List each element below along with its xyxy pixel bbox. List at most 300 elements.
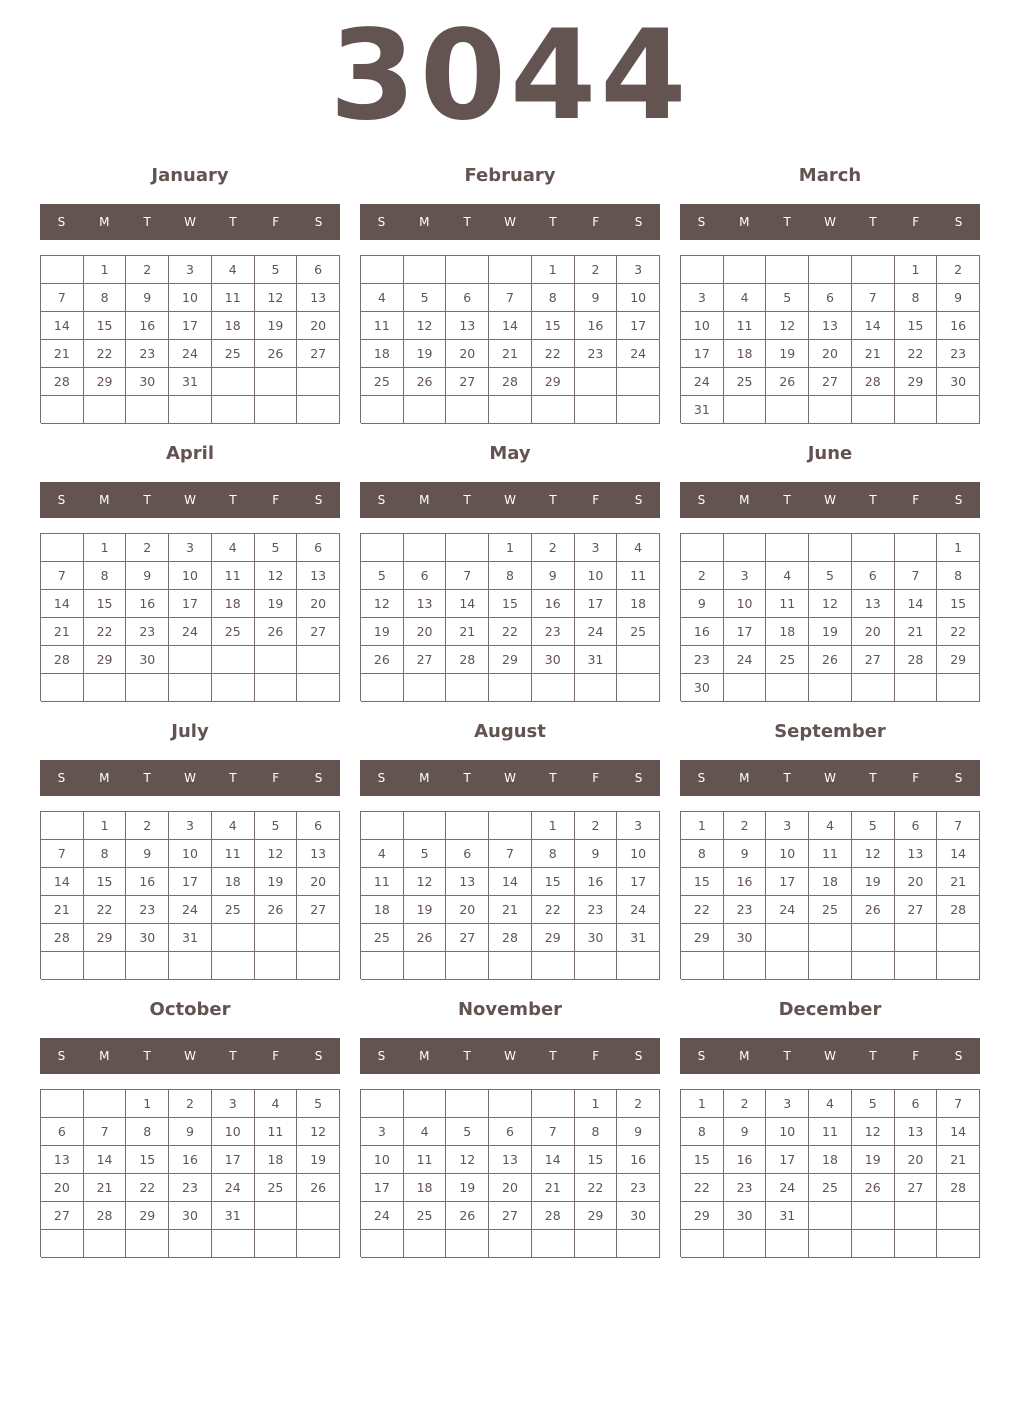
day-cell: 5 — [255, 256, 298, 284]
day-cell: 11 — [809, 1118, 852, 1146]
empty-cell — [852, 924, 895, 952]
day-cell: 12 — [297, 1118, 340, 1146]
weekday-label: W — [504, 1049, 516, 1063]
weekday-label: T — [463, 1049, 471, 1063]
day-cell: 28 — [852, 368, 895, 396]
day-cell: 14 — [41, 868, 84, 896]
empty-cell — [575, 1230, 618, 1258]
day-cell: 19 — [852, 1146, 895, 1174]
empty-cell — [617, 1230, 660, 1258]
day-cell: 21 — [489, 340, 532, 368]
month-october — [40, 994, 340, 1264]
day-cell: 14 — [41, 312, 84, 340]
day-cell: 31 — [617, 924, 660, 952]
day-cell: 15 — [84, 868, 127, 896]
day-cell: 10 — [361, 1146, 404, 1174]
empty-cell — [766, 1230, 809, 1258]
day-cell: 23 — [617, 1174, 660, 1202]
month-title: January — [151, 165, 229, 186]
day-cell: 5 — [446, 1118, 489, 1146]
weekday-header — [40, 760, 340, 796]
day-cell: 3 — [575, 534, 618, 562]
day-cell: 10 — [724, 590, 767, 618]
weekday-header — [40, 204, 340, 240]
weekday-label: S — [57, 771, 66, 785]
day-cell: 1 — [489, 534, 532, 562]
weekday-label: T — [549, 1049, 557, 1063]
day-cell: 10 — [169, 562, 212, 590]
day-cell: 8 — [84, 284, 127, 312]
empty-cell — [895, 674, 938, 702]
month-june — [680, 438, 980, 708]
day-cell: 4 — [361, 284, 404, 312]
day-cell: 1 — [532, 256, 575, 284]
day-cell: 6 — [297, 812, 340, 840]
day-cell: 31 — [681, 396, 724, 424]
empty-cell — [212, 1230, 255, 1258]
empty-cell — [489, 812, 532, 840]
day-cell: 18 — [809, 1146, 852, 1174]
day-cell: 8 — [681, 840, 724, 868]
day-grid — [360, 1089, 660, 1257]
day-cell: 10 — [617, 284, 660, 312]
day-cell: 22 — [532, 896, 575, 924]
day-cell: 3 — [766, 812, 809, 840]
weekday-label: T — [143, 493, 151, 507]
day-cell: 6 — [852, 562, 895, 590]
empty-cell — [126, 396, 169, 424]
month-title: July — [171, 721, 209, 742]
day-cell: 24 — [617, 340, 660, 368]
day-cell: 26 — [404, 924, 447, 952]
day-cell: 24 — [766, 1174, 809, 1202]
month-december — [680, 994, 980, 1264]
day-cell: 10 — [766, 1118, 809, 1146]
empty-cell — [766, 952, 809, 980]
weekday-label: T — [463, 493, 471, 507]
day-cell: 22 — [489, 618, 532, 646]
day-cell: 23 — [681, 646, 724, 674]
day-cell: 22 — [681, 896, 724, 924]
day-cell: 21 — [446, 618, 489, 646]
day-cell: 20 — [446, 340, 489, 368]
day-cell: 19 — [361, 618, 404, 646]
day-cell: 20 — [297, 312, 340, 340]
day-cell: 19 — [255, 312, 298, 340]
empty-cell — [489, 256, 532, 284]
day-cell: 18 — [255, 1146, 298, 1174]
day-cell: 9 — [169, 1118, 212, 1146]
empty-cell — [404, 256, 447, 284]
day-cell: 19 — [766, 340, 809, 368]
weekday-label: S — [697, 771, 706, 785]
day-cell: 13 — [852, 590, 895, 618]
empty-cell — [361, 952, 404, 980]
day-cell: 20 — [41, 1174, 84, 1202]
day-cell: 14 — [532, 1146, 575, 1174]
day-cell: 19 — [852, 868, 895, 896]
day-cell: 19 — [446, 1174, 489, 1202]
day-cell: 12 — [766, 312, 809, 340]
day-cell: 25 — [255, 1174, 298, 1202]
empty-cell — [255, 952, 298, 980]
weekday-label: M — [419, 215, 430, 229]
day-cell: 25 — [212, 340, 255, 368]
empty-cell — [41, 812, 84, 840]
day-cell: 25 — [617, 618, 660, 646]
empty-cell — [255, 674, 298, 702]
day-cell: 11 — [255, 1118, 298, 1146]
weekday-label: T — [783, 771, 791, 785]
day-grid — [40, 255, 340, 423]
day-cell: 7 — [446, 562, 489, 590]
day-grid — [40, 533, 340, 701]
day-cell: 19 — [404, 896, 447, 924]
empty-cell — [895, 1230, 938, 1258]
day-cell: 16 — [126, 312, 169, 340]
weekday-label: S — [57, 215, 66, 229]
empty-cell — [809, 1202, 852, 1230]
day-cell: 4 — [361, 840, 404, 868]
empty-cell — [766, 396, 809, 424]
day-cell: 10 — [766, 840, 809, 868]
weekday-label: T — [463, 771, 471, 785]
day-cell: 12 — [361, 590, 404, 618]
weekday-label: T — [783, 215, 791, 229]
day-cell: 29 — [895, 368, 938, 396]
day-cell: 7 — [532, 1118, 575, 1146]
empty-cell — [575, 952, 618, 980]
empty-cell — [84, 1230, 127, 1258]
day-cell: 15 — [84, 312, 127, 340]
weekday-label: T — [143, 771, 151, 785]
day-cell: 12 — [255, 840, 298, 868]
weekday-label: S — [634, 771, 643, 785]
weekday-label: T — [549, 771, 557, 785]
day-cell: 23 — [126, 896, 169, 924]
empty-cell — [404, 812, 447, 840]
empty-cell — [446, 952, 489, 980]
day-cell: 5 — [404, 284, 447, 312]
empty-cell — [446, 256, 489, 284]
weekday-label: T — [783, 1049, 791, 1063]
empty-cell — [41, 952, 84, 980]
day-cell: 15 — [532, 312, 575, 340]
day-cell: 5 — [852, 812, 895, 840]
empty-cell — [297, 924, 340, 952]
day-cell: 12 — [852, 1118, 895, 1146]
empty-cell — [361, 1230, 404, 1258]
day-cell: 29 — [937, 646, 980, 674]
day-cell: 7 — [489, 284, 532, 312]
weekday-label: F — [912, 215, 920, 229]
day-cell: 9 — [681, 590, 724, 618]
day-cell: 24 — [361, 1202, 404, 1230]
day-cell: 24 — [169, 340, 212, 368]
day-cell: 9 — [126, 840, 169, 868]
weekday-label: S — [377, 215, 386, 229]
weekday-label: W — [184, 493, 196, 507]
day-cell: 25 — [361, 924, 404, 952]
day-cell: 16 — [724, 868, 767, 896]
month-title: April — [165, 443, 215, 464]
day-cell: 9 — [724, 840, 767, 868]
empty-cell — [41, 1230, 84, 1258]
empty-cell — [212, 646, 255, 674]
day-cell: 21 — [489, 896, 532, 924]
weekday-label: S — [634, 1049, 643, 1063]
day-cell: 16 — [681, 618, 724, 646]
empty-cell — [404, 1230, 447, 1258]
day-cell: 30 — [126, 924, 169, 952]
empty-cell — [766, 674, 809, 702]
day-cell: 27 — [446, 368, 489, 396]
weekday-label: F — [592, 493, 600, 507]
day-cell: 8 — [84, 840, 127, 868]
day-cell: 25 — [212, 896, 255, 924]
day-cell: 29 — [489, 646, 532, 674]
day-cell: 19 — [297, 1146, 340, 1174]
day-cell: 10 — [681, 312, 724, 340]
empty-cell — [169, 952, 212, 980]
weekday-label: M — [739, 493, 750, 507]
day-cell: 22 — [84, 340, 127, 368]
weekday-header — [360, 204, 660, 240]
day-cell: 28 — [41, 368, 84, 396]
day-cell: 20 — [895, 1146, 938, 1174]
day-cell: 3 — [361, 1118, 404, 1146]
day-cell: 22 — [532, 340, 575, 368]
empty-cell — [937, 952, 980, 980]
weekday-label: S — [314, 215, 323, 229]
day-cell: 27 — [489, 1202, 532, 1230]
day-cell: 29 — [84, 646, 127, 674]
day-cell: 21 — [532, 1174, 575, 1202]
empty-cell — [255, 396, 298, 424]
empty-cell — [212, 674, 255, 702]
day-cell: 8 — [895, 284, 938, 312]
empty-cell — [724, 396, 767, 424]
day-cell: 28 — [489, 924, 532, 952]
day-cell: 4 — [809, 1090, 852, 1118]
weekday-header — [680, 204, 980, 240]
month-title: August — [474, 721, 546, 742]
day-cell: 13 — [895, 840, 938, 868]
day-cell: 8 — [126, 1118, 169, 1146]
day-cell: 24 — [169, 618, 212, 646]
weekday-header — [40, 482, 340, 518]
empty-cell — [361, 1090, 404, 1118]
empty-cell — [895, 1202, 938, 1230]
day-cell: 11 — [361, 312, 404, 340]
weekday-header — [360, 482, 660, 518]
day-cell: 29 — [532, 924, 575, 952]
empty-cell — [446, 1230, 489, 1258]
day-cell: 17 — [575, 590, 618, 618]
day-cell: 25 — [361, 368, 404, 396]
day-cell: 30 — [575, 924, 618, 952]
empty-cell — [532, 1230, 575, 1258]
day-cell: 14 — [852, 312, 895, 340]
day-cell: 28 — [937, 1174, 980, 1202]
day-cell: 28 — [895, 646, 938, 674]
day-cell: 1 — [681, 1090, 724, 1118]
day-cell: 29 — [126, 1202, 169, 1230]
day-cell: 18 — [361, 896, 404, 924]
day-cell: 3 — [766, 1090, 809, 1118]
day-grid — [680, 255, 980, 423]
day-cell: 2 — [937, 256, 980, 284]
day-cell: 29 — [681, 1202, 724, 1230]
weekday-header — [40, 1038, 340, 1074]
empty-cell — [766, 534, 809, 562]
day-cell: 31 — [212, 1202, 255, 1230]
weekday-label: T — [143, 1049, 151, 1063]
empty-cell — [297, 646, 340, 674]
day-cell: 23 — [937, 340, 980, 368]
day-cell: 1 — [84, 256, 127, 284]
day-cell: 15 — [895, 312, 938, 340]
weekday-label: M — [99, 771, 110, 785]
day-cell: 11 — [212, 840, 255, 868]
empty-cell — [297, 1230, 340, 1258]
day-cell: 19 — [404, 340, 447, 368]
day-cell: 29 — [575, 1202, 618, 1230]
day-cell: 16 — [937, 312, 980, 340]
empty-cell — [212, 368, 255, 396]
day-cell: 4 — [766, 562, 809, 590]
day-cell: 30 — [169, 1202, 212, 1230]
day-cell: 31 — [575, 646, 618, 674]
day-cell: 6 — [446, 840, 489, 868]
day-cell: 11 — [617, 562, 660, 590]
month-may — [360, 438, 660, 708]
day-cell: 18 — [212, 868, 255, 896]
weekday-label: S — [954, 215, 963, 229]
empty-cell — [937, 674, 980, 702]
day-cell: 7 — [937, 812, 980, 840]
weekday-label: S — [377, 493, 386, 507]
day-cell: 9 — [724, 1118, 767, 1146]
empty-cell — [489, 1230, 532, 1258]
empty-cell — [212, 924, 255, 952]
day-cell: 24 — [766, 896, 809, 924]
day-grid — [680, 533, 980, 701]
weekday-label: W — [504, 215, 516, 229]
weekday-label: S — [377, 1049, 386, 1063]
day-cell: 26 — [852, 1174, 895, 1202]
weekday-label: W — [184, 1049, 196, 1063]
day-cell: 17 — [169, 312, 212, 340]
empty-cell — [297, 952, 340, 980]
day-cell: 3 — [169, 256, 212, 284]
weekday-label: T — [783, 493, 791, 507]
empty-cell — [255, 368, 298, 396]
day-cell: 23 — [126, 618, 169, 646]
empty-cell — [84, 1090, 127, 1118]
day-cell: 8 — [532, 840, 575, 868]
day-cell: 12 — [404, 312, 447, 340]
day-cell: 9 — [126, 562, 169, 590]
day-cell: 10 — [617, 840, 660, 868]
day-cell: 13 — [41, 1146, 84, 1174]
empty-cell — [361, 812, 404, 840]
empty-cell — [361, 256, 404, 284]
empty-cell — [575, 674, 618, 702]
day-cell: 12 — [809, 590, 852, 618]
day-cell: 14 — [937, 1118, 980, 1146]
day-cell: 4 — [404, 1118, 447, 1146]
day-cell: 12 — [852, 840, 895, 868]
empty-cell — [297, 1202, 340, 1230]
day-cell: 17 — [169, 590, 212, 618]
day-cell: 20 — [489, 1174, 532, 1202]
empty-cell — [681, 534, 724, 562]
empty-cell — [446, 674, 489, 702]
day-cell: 8 — [489, 562, 532, 590]
weekday-label: S — [377, 771, 386, 785]
empty-cell — [126, 674, 169, 702]
empty-cell — [489, 674, 532, 702]
weekday-label: F — [272, 1049, 280, 1063]
day-cell: 6 — [446, 284, 489, 312]
day-cell: 18 — [617, 590, 660, 618]
day-cell: 6 — [895, 1090, 938, 1118]
day-cell: 6 — [809, 284, 852, 312]
empty-cell — [404, 1090, 447, 1118]
empty-cell — [809, 952, 852, 980]
weekday-header — [680, 760, 980, 796]
day-cell: 15 — [681, 1146, 724, 1174]
day-cell: 12 — [255, 284, 298, 312]
day-cell: 1 — [84, 812, 127, 840]
day-cell: 16 — [169, 1146, 212, 1174]
weekday-label: T — [229, 771, 237, 785]
day-cell: 22 — [937, 618, 980, 646]
day-cell: 9 — [937, 284, 980, 312]
day-cell: 27 — [297, 340, 340, 368]
weekday-label: T — [549, 215, 557, 229]
day-cell: 14 — [41, 590, 84, 618]
day-cell: 9 — [532, 562, 575, 590]
day-cell: 15 — [937, 590, 980, 618]
day-cell: 6 — [297, 534, 340, 562]
day-cell: 5 — [852, 1090, 895, 1118]
empty-cell — [852, 1230, 895, 1258]
day-cell: 16 — [724, 1146, 767, 1174]
day-cell: 27 — [404, 646, 447, 674]
day-cell: 1 — [895, 256, 938, 284]
day-cell: 15 — [575, 1146, 618, 1174]
day-cell: 3 — [681, 284, 724, 312]
day-cell: 30 — [724, 1202, 767, 1230]
day-cell: 26 — [446, 1202, 489, 1230]
empty-cell — [361, 674, 404, 702]
day-cell: 31 — [169, 368, 212, 396]
empty-cell — [212, 952, 255, 980]
day-cell: 16 — [532, 590, 575, 618]
day-cell: 11 — [404, 1146, 447, 1174]
month-july — [40, 716, 340, 986]
weekday-header — [360, 1038, 660, 1074]
day-cell: 23 — [532, 618, 575, 646]
month-title: November — [457, 999, 563, 1020]
day-cell: 10 — [575, 562, 618, 590]
weekday-header — [360, 760, 660, 796]
day-grid — [40, 1089, 340, 1257]
day-cell: 13 — [895, 1118, 938, 1146]
day-cell: 18 — [212, 590, 255, 618]
